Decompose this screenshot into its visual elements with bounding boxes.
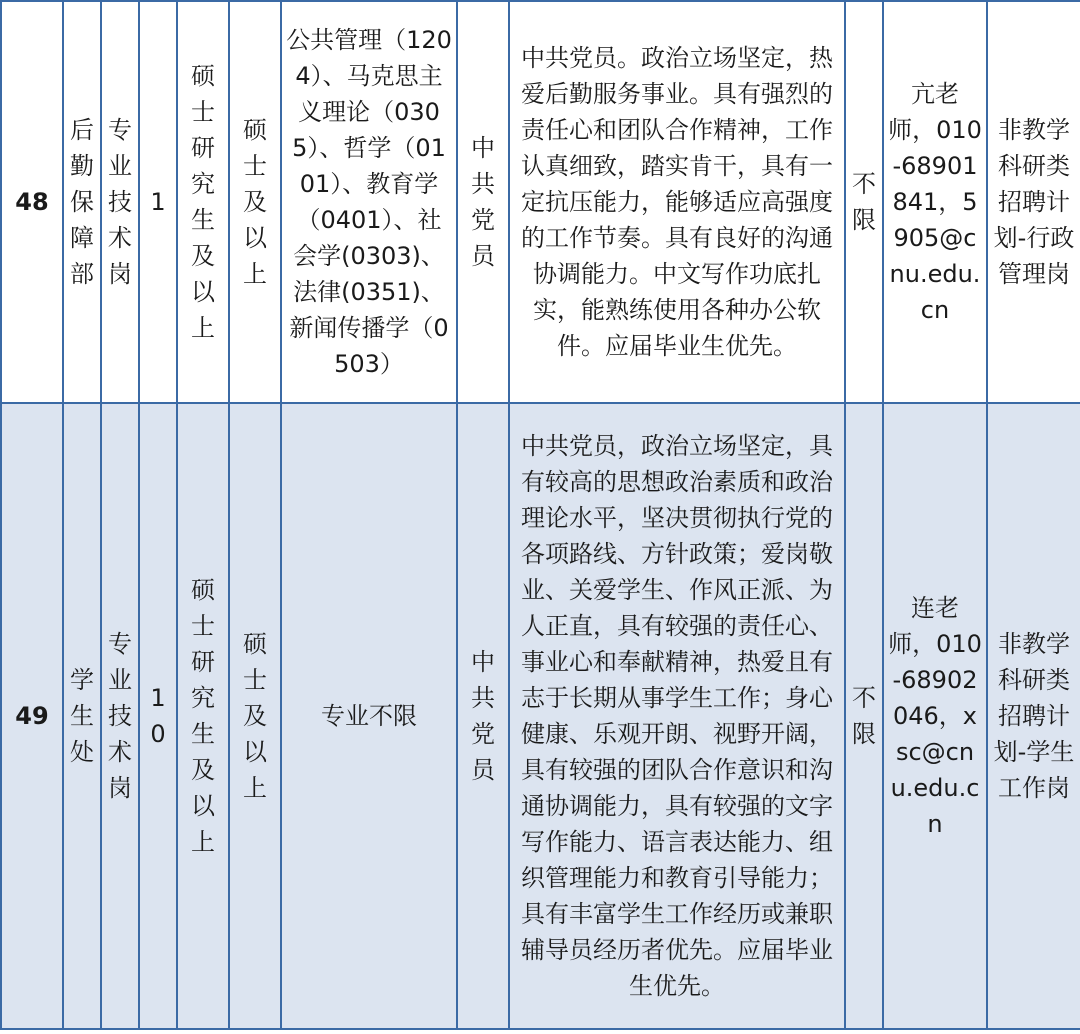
row-number: 48: [1, 1, 63, 403]
political-status-cell: 中共党员: [457, 403, 509, 1029]
political-status-cell: 中共党员: [457, 1, 509, 403]
department-cell: 后勤保障部: [63, 1, 101, 403]
requirements-cell: 中共党员，政治立场坚定，具有较高的思想政治素质和政治理论水平，坚决贯彻执行党的各项路线、方针政策；爱岗敬业、关爱学生、作风正派、为人正直，具有较强的责任心、事业心和奉献精神，热爱且有志于长期从事学生工作；身心健康、乐观开朗、视野开阔，具有较强的团队合作意识和沟通协调能力，具有较强的文字写作能力、语言表达能力、组织管理能力和教育引导能力；具有丰富学生工作经历或兼职辅导员经历者优先。应届毕业生优先。: [509, 403, 845, 1029]
plan-cell: 非教学科研类招聘计划-学生工作岗: [987, 403, 1080, 1029]
table-row: [1, 1, 1080, 403]
headcount-cell: 10: [139, 403, 177, 1029]
age-cell: 不限: [845, 1, 883, 403]
education-cell: 硕士研究生及以上: [177, 403, 229, 1029]
post-type-cell: 专业技术岗: [101, 403, 139, 1029]
table-row: [1, 403, 1080, 1029]
contact-cell: 亢老师，010-68901841，5905@cnu.edu.cn: [883, 1, 987, 403]
department-cell: 学生处: [63, 403, 101, 1029]
major-cell: 专业不限: [281, 403, 457, 1029]
education-cell: 硕士研究生及以上: [177, 1, 229, 403]
contact-cell: 连老师，010-68902046，xsc@cnu.edu.cn: [883, 403, 987, 1029]
row-number: 49: [1, 403, 63, 1029]
major-cell: 公共管理（1204）、马克思主义理论（0305）、哲学（0101）、教育学（0401）、社会学(0303)、法律(0351)、新闻传播学（0503）: [281, 1, 457, 403]
requirements-cell: 中共党员。政治立场坚定，热爱后勤服务事业。具有强烈的责任心和团队合作精神，工作认真细致，踏实肯干，具有一定抗压能力，能够适应高强度的工作节奏。具有良好的沟通协调能力。中文写作功底扎实，能熟练使用各种办公软件。应届毕业生优先。: [509, 1, 845, 403]
age-cell: 不限: [845, 403, 883, 1029]
post-type-cell: 专业技术岗: [101, 1, 139, 403]
degree-cell: 硕士及以上: [229, 403, 281, 1029]
plan-cell: 非教学科研类招聘计划-行政管理岗: [987, 1, 1080, 403]
degree-cell: 硕士及以上: [229, 1, 281, 403]
headcount-cell: 1: [139, 1, 177, 403]
